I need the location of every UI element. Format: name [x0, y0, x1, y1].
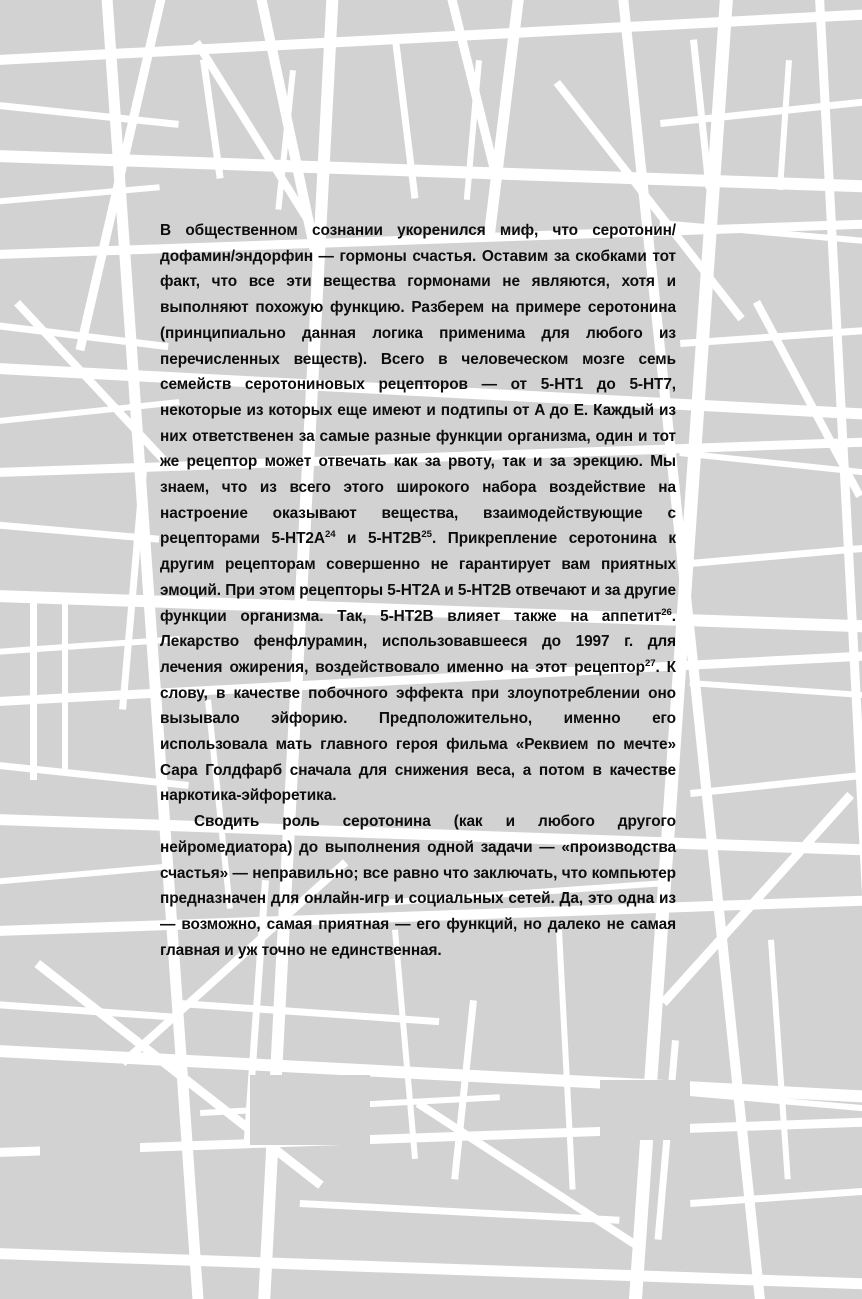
map-street — [451, 1000, 477, 1180]
map-street — [0, 100, 179, 128]
footnote-marker: 27 — [644, 657, 656, 669]
map-street — [392, 929, 418, 1159]
body-paragraph: Сводить роль серотонина (как и любого другого нейромедиатора) до выполнения одной задачи — «производства счастья» — неправильно; все равно что заключать, что компьютер предназначен для онлайн-игр и социальных сетей. Да, это одна из — возможно, самая приятная — его функций, но далеко не самая главная и уж точно не единственная. — [160, 813, 676, 959]
map-street — [660, 96, 862, 127]
map-block — [40, 1095, 140, 1175]
page-text-column — [160, 218, 676, 963]
map-street — [0, 863, 170, 886]
map-street — [768, 940, 791, 1180]
map-street — [690, 680, 862, 700]
map-street — [0, 184, 160, 206]
map-street — [0, 1246, 862, 1292]
map-street — [14, 300, 170, 466]
footnote-marker: 24 — [324, 529, 336, 541]
map-street — [430, 0, 502, 182]
map-street — [0, 6, 862, 68]
map-street — [30, 600, 37, 780]
footnote-marker: 25 — [421, 529, 432, 541]
map-street — [690, 769, 862, 797]
map-block — [600, 1080, 690, 1140]
map-block — [250, 1075, 370, 1145]
map-street — [62, 604, 68, 774]
map-street — [690, 1186, 862, 1207]
map-street — [0, 399, 180, 426]
body-paragraph: В общественном сознании укоренился миф, что серотонин/дофамин/эндорфин — гормоны счастья. Оставим за скобками тот факт, что все эти вещества гормонами не являются, хотя и выполняют похожую функцию. Разберем на примере серотонина (принципиально данная логика применима для любого из перечисленных веществ). Всего в человеческом мозге семь семейств серотониновых рецепторов — от 5-HT1 до 5-HT7, некоторые из которых еще имеют и подтипы от A до E. Каждый из них ответственен за самые разные функции организма, один и тот же рецептор может отвечать как за рвоту, так и за эрекцию. Мы знаем, что из всего этого широкого набора воздействие на настроение оказывают вещества, взаимодействующие с рецепторами $5-HT2A^{24}$ и $5-HT2B^{25}$. Прикрепление серотонина к другим рецепторам совершенно не гарантирует вам приятных эмоций. При этом рецепторы 5-HT2A и 5-HT2B отвечают и за другие функции организма. Так, 5-HT2B влияет также на аппетит$^{26}$. Лекарство фенфлурамин, использовавшееся до 1997 г. для лечения ожирения, воздействовало именно на этот рецептор$^{27}$. К слову, в качестве побочного эффекта при злоупотреблении оно вызывало эйфорию. Предположительно, именно его использовала мать главного героя фильма «Реквием по мечте» Сара Голдфарб сначала для снижения веса, а потом в качестве наркотика-эйфоретика. — [160, 222, 676, 805]
map-street — [690, 543, 862, 567]
map-street — [556, 930, 576, 1190]
map-street — [777, 60, 792, 190]
footnote-marker: 26 — [661, 606, 672, 618]
